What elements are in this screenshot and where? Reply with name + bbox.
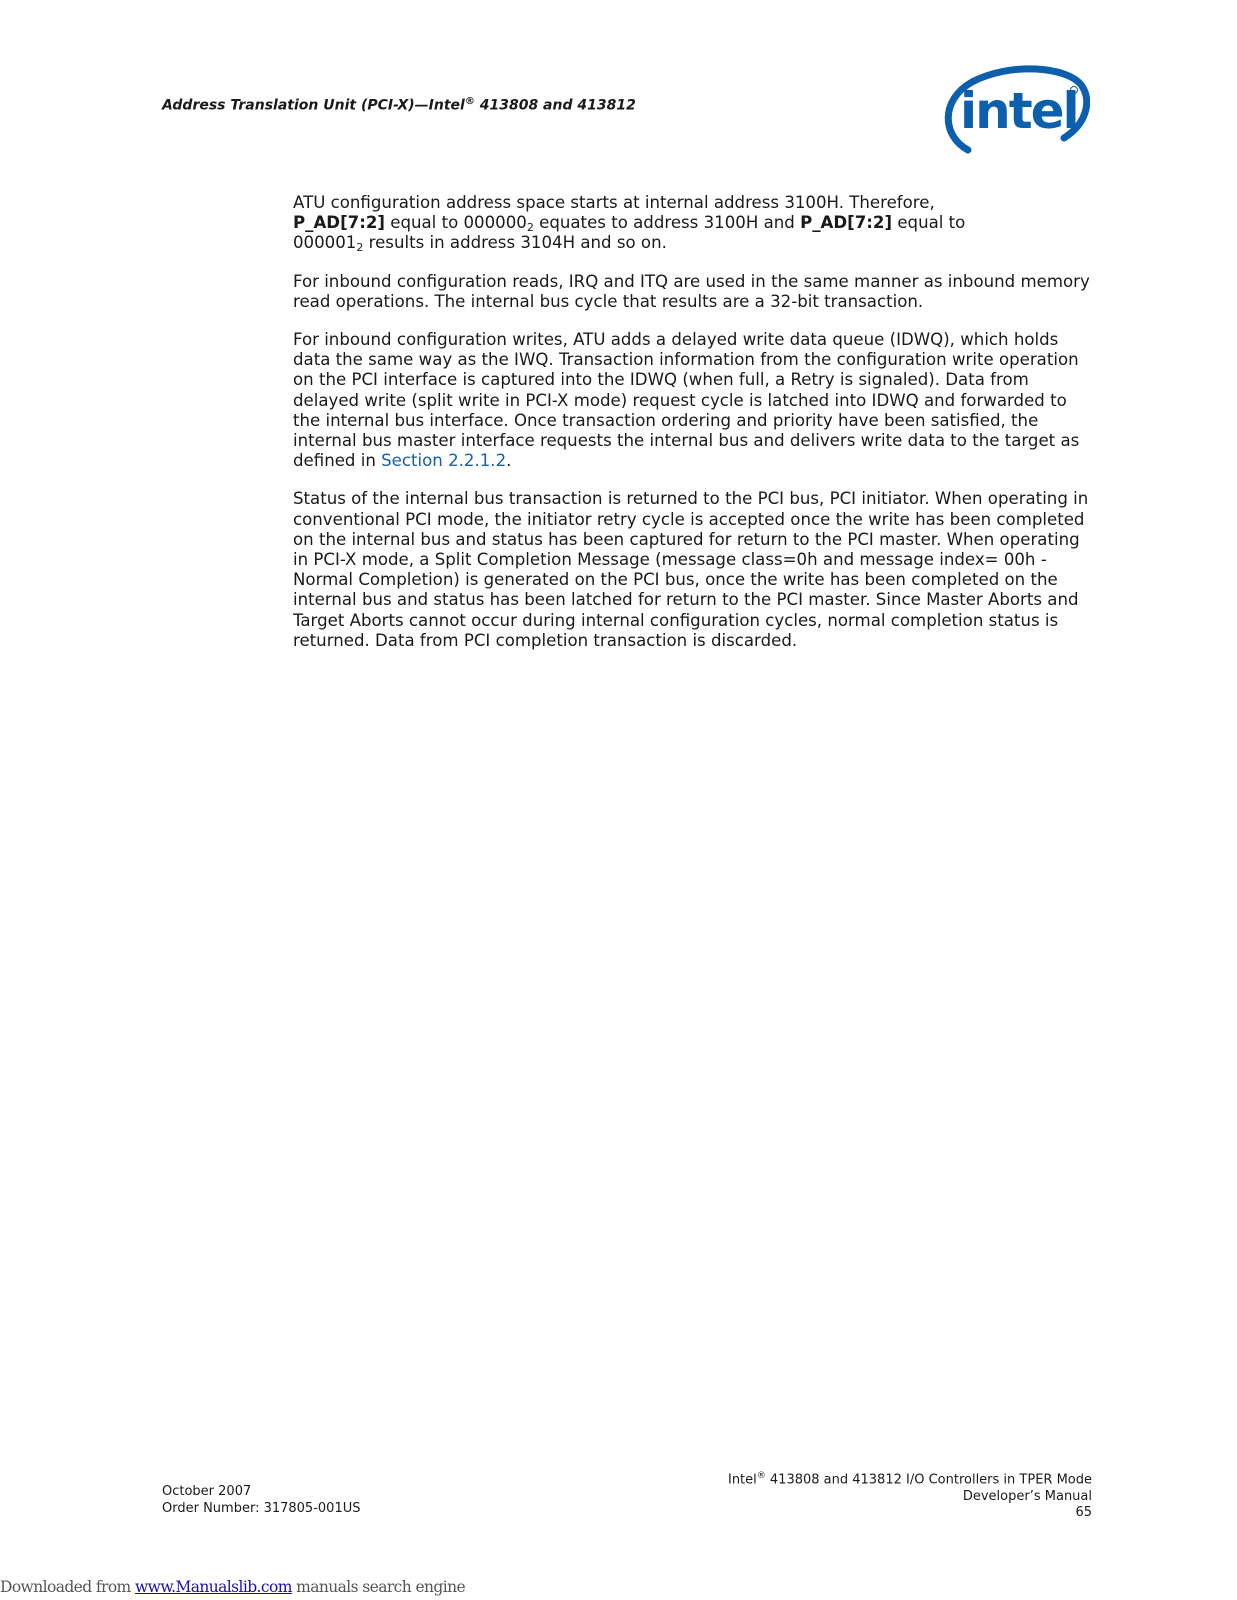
download-note: Downloaded from www.Manualslib.com manuals search engine — [0, 1578, 466, 1596]
page-number: 65 — [1075, 1505, 1092, 1521]
intel-logo — [940, 62, 1090, 162]
logo-wordmark: intel — [960, 82, 1078, 140]
paragraph-1: ATU configuration address space starts at internal address 3100H. Therefore, P_AD[7:2] equal to $000000_2$ equates to address 3100H and P_AD[7:2] equal to $000001_2$ results in address 3104H and so on. — [293, 193, 966, 255]
footer-right — [728, 1468, 1092, 1522]
footer-date: October 2007 — [162, 1484, 252, 1499]
section-link[interactable]: Section 2.2.1.2 — [381, 451, 507, 471]
paragraph-2: For inbound configuration reads, IRQ and ITQ are used in the same manner as inbound memory read operations. The internal bus cycle that results are a 32-bit transaction. — [293, 271, 1090, 311]
signal-name: P_AD[7:2] — [293, 213, 385, 233]
footer-manual: Developer’s Manual — [962, 1488, 1092, 1504]
running-header: Address Translation Unit (PCI-X)—Intel® 413808 and 413812 — [162, 96, 636, 114]
paragraph-3: For inbound configuration writes, ATU adds a delayed write data queue (IDWQ), which holds data the same way as the IWQ. Transaction information from the configuration write operation on the PCI interface is captured into the IDWQ (when full, a Retry is signaled). Data from delayed write (split write in PCI-X mode) request cycle is latched into IDWQ and forwarded to the internal bus interface. Once transaction ordering and priority have been satisfied, the internal bus master interface requests the internal bus and delivers write data to the target as defined in Section 2.2.1.2. — [293, 330, 1080, 471]
footer-left — [162, 1484, 360, 1517]
manualslib-link[interactable]: www.Manualslib.com — [135, 1578, 292, 1596]
paragraph-4: Status of the internal bus transaction is returned to the PCI bus, PCI initiator. When operating in conventional PCI mode, the initiator retry cycle is accepted once the write has been completed on the internal bus and status has been captured for return to the PCI master. When operating in PCI-X mode, a Split Completion Message (message class=0h and message index= 00h - Normal Completion) is generated on the PCI bus, once the write has been completed on the internal bus and status has been latched for return to the PCI master. Since Master Aborts and Target Aborts cannot occur during internal configuration cycles, normal completion status is returned. Data from PCI completion transaction is discarded. — [293, 489, 1089, 650]
registered-mark: ® — [464, 96, 475, 107]
footer-order-number: Order Number: 317805-001US — [162, 1500, 361, 1516]
main-text — [293, 193, 1093, 669]
footer-product: Intel® 413808 and 413812 I/O Controllers in TPER Mode — [727, 1471, 1092, 1488]
signal-name: P_AD[7:2] — [800, 213, 893, 233]
